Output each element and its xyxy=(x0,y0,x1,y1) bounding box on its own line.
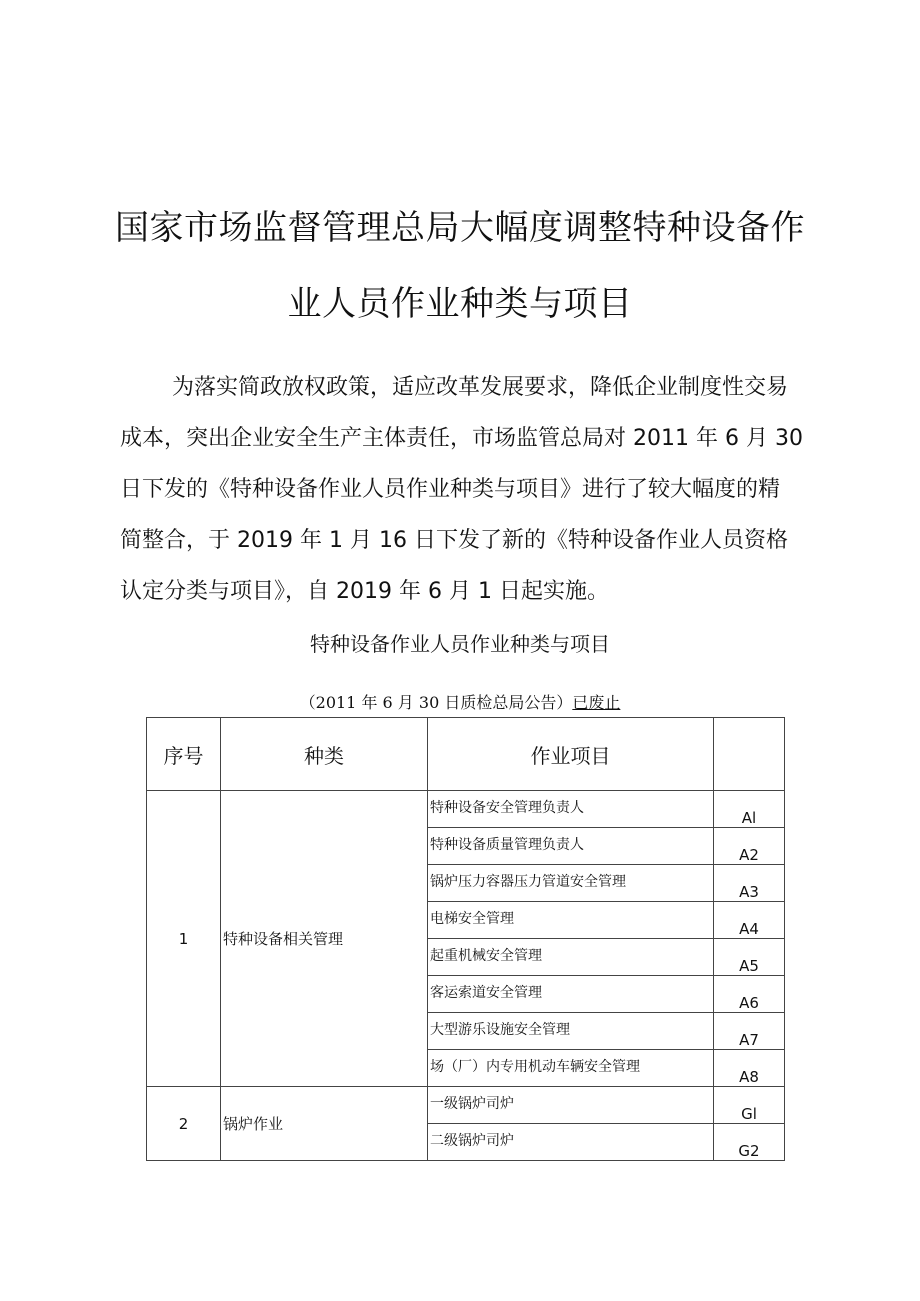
work-item-name: 特种设备质量管理负责人 xyxy=(428,828,714,865)
document-title-line-1: 国家市场监督管理总局大幅度调整特种设备作 xyxy=(115,208,805,248)
work-category-table xyxy=(146,717,785,1161)
paragraph-line: 认定分类与项目》，自 2019 年 6 月 1 日起实施。 xyxy=(120,579,609,604)
work-item-name: 场（厂）内专用机动车辆安全管理 xyxy=(428,1050,714,1087)
work-item-code: A6 xyxy=(714,976,785,1013)
work-item-code: A3 xyxy=(714,865,785,902)
work-item-code: A7 xyxy=(714,1013,785,1050)
table-row xyxy=(147,791,785,828)
table-note-source: （2011 年 6 月 30 日质检总局公告） xyxy=(299,693,573,712)
work-item-name: 二级锅炉司炉 xyxy=(428,1124,714,1161)
intro-paragraph xyxy=(120,362,820,617)
work-item-name: 大型游乐设施安全管理 xyxy=(428,1013,714,1050)
paragraph-line: 为落实简政放权政策，适应改革发展要求，降低企业制度性交易 xyxy=(172,375,789,400)
document-title-line-2: 业人员作业种类与项目 xyxy=(287,284,633,324)
work-item-name: 起重机械安全管理 xyxy=(428,939,714,976)
table-note-status: 已废止 xyxy=(572,693,621,712)
table-header-row xyxy=(147,718,785,791)
work-item-name: 一级锅炉司炉 xyxy=(428,1087,714,1124)
paragraph-line: 成本，突出企业安全生产主体责任，市场监管总局对 2011 年 6 月 30 xyxy=(120,426,803,451)
table-caption: 特种设备作业人员作业种类与项目 xyxy=(310,632,610,656)
row-category: 锅炉作业 xyxy=(221,1087,428,1161)
work-item-code: A2 xyxy=(714,828,785,865)
table-note xyxy=(0,690,920,713)
row-serial: 2 xyxy=(147,1087,221,1161)
header-category: 种类 xyxy=(221,718,428,791)
work-item-code: Al xyxy=(714,791,785,828)
row-serial: 1 xyxy=(147,791,221,1087)
table-row xyxy=(147,1087,785,1124)
work-item-code: Gl xyxy=(714,1087,785,1124)
header-serial: 序号 xyxy=(147,718,221,791)
work-item-code: A4 xyxy=(714,902,785,939)
work-item-code: G2 xyxy=(714,1124,785,1161)
row-category: 特种设备相关管理 xyxy=(221,791,428,1087)
paragraph-line: 简整合，于 2019 年 1 月 16 日下发了新的《特种设备作业人员资格 xyxy=(120,528,788,553)
work-item-code: A8 xyxy=(714,1050,785,1087)
header-code xyxy=(714,718,785,791)
work-item-name: 锅炉压力容器压力管道安全管理 xyxy=(428,865,714,902)
header-work-item: 作业项目 xyxy=(428,718,714,791)
work-item-name: 特种设备安全管理负责人 xyxy=(428,791,714,828)
work-item-name: 电梯安全管理 xyxy=(428,902,714,939)
paragraph-line: 日下发的《特种设备作业人员作业种类与项目》进行了较大幅度的精 xyxy=(120,477,781,502)
work-item-code: A5 xyxy=(714,939,785,976)
work-item-name: 客运索道安全管理 xyxy=(428,976,714,1013)
